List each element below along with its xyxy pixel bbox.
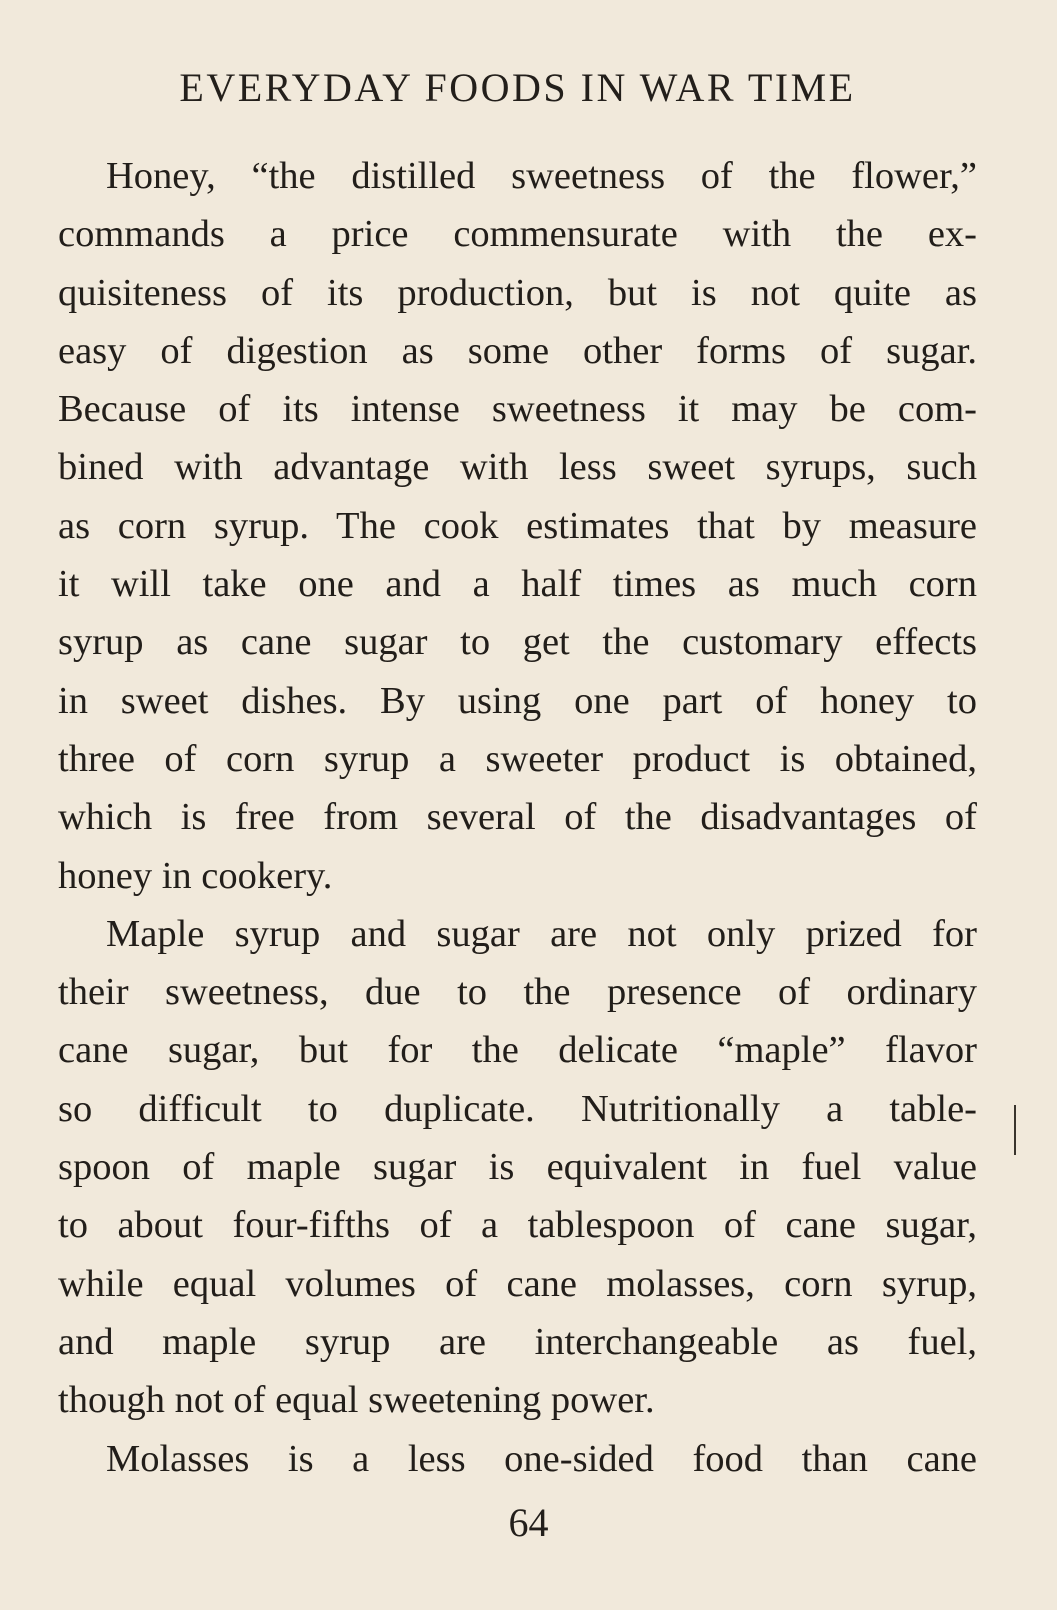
paragraph-honey xyxy=(58,147,977,905)
text-line: quisiteness of its production, but is not quite as xyxy=(58,271,977,314)
text-line: as corn syrup. The cook estimates that by measure xyxy=(58,504,977,547)
text-line: Because of its intense sweetness it may be com- xyxy=(58,388,977,431)
page-number: 64 xyxy=(508,1500,549,1545)
paragraph-maple xyxy=(58,905,977,1430)
text-line: bined with advantage with less sweet syrups, such xyxy=(58,446,977,489)
paragraph-molasses xyxy=(58,1430,977,1488)
text-line: cane sugar, but for the delicate “maple” flavor xyxy=(58,1029,977,1072)
text-line: three of corn syrup a sweeter product is obtained, xyxy=(58,737,977,780)
text-line: in sweet dishes. By using one part of honey to xyxy=(58,679,977,722)
text-line: Maple syrup and sugar are not only prized for xyxy=(106,912,977,955)
margin-mark xyxy=(1014,1105,1016,1155)
running-head: EVERYDAY FOODS IN WAR TIME xyxy=(179,65,856,110)
text-line: commands a price commensurate with the ex- xyxy=(58,213,977,256)
text-line: syrup as cane sugar to get the customary effects xyxy=(58,621,977,664)
text-line: Molasses is a less one-sided food than cane xyxy=(106,1437,977,1480)
text-line: and maple syrup are interchangeable as fuel, xyxy=(58,1320,977,1363)
text-line: easy of digestion as some other forms of sugar. xyxy=(58,329,977,372)
text-line: Honey, “the distilled sweetness of the flower,” xyxy=(106,155,977,197)
text-line: honey in cookery. xyxy=(58,854,333,897)
text-line: spoon of maple sugar is equivalent in fuel value xyxy=(58,1146,977,1189)
body-text xyxy=(58,147,977,1488)
text-line: to about four-fifths of a tablespoon of cane sugar, xyxy=(58,1204,977,1247)
text-line: it will take one and a half times as much corn xyxy=(58,563,977,606)
text-line: which is free from several of the disadvantages of xyxy=(58,796,977,839)
text-line: their sweetness, due to the presence of ordinary xyxy=(58,971,977,1014)
text-line: though not of equal sweetening power. xyxy=(58,1379,655,1422)
text-line: while equal volumes of cane molasses, corn syrup, xyxy=(58,1262,977,1305)
text-line: so difficult to duplicate. Nutritionally a table- xyxy=(58,1087,977,1130)
